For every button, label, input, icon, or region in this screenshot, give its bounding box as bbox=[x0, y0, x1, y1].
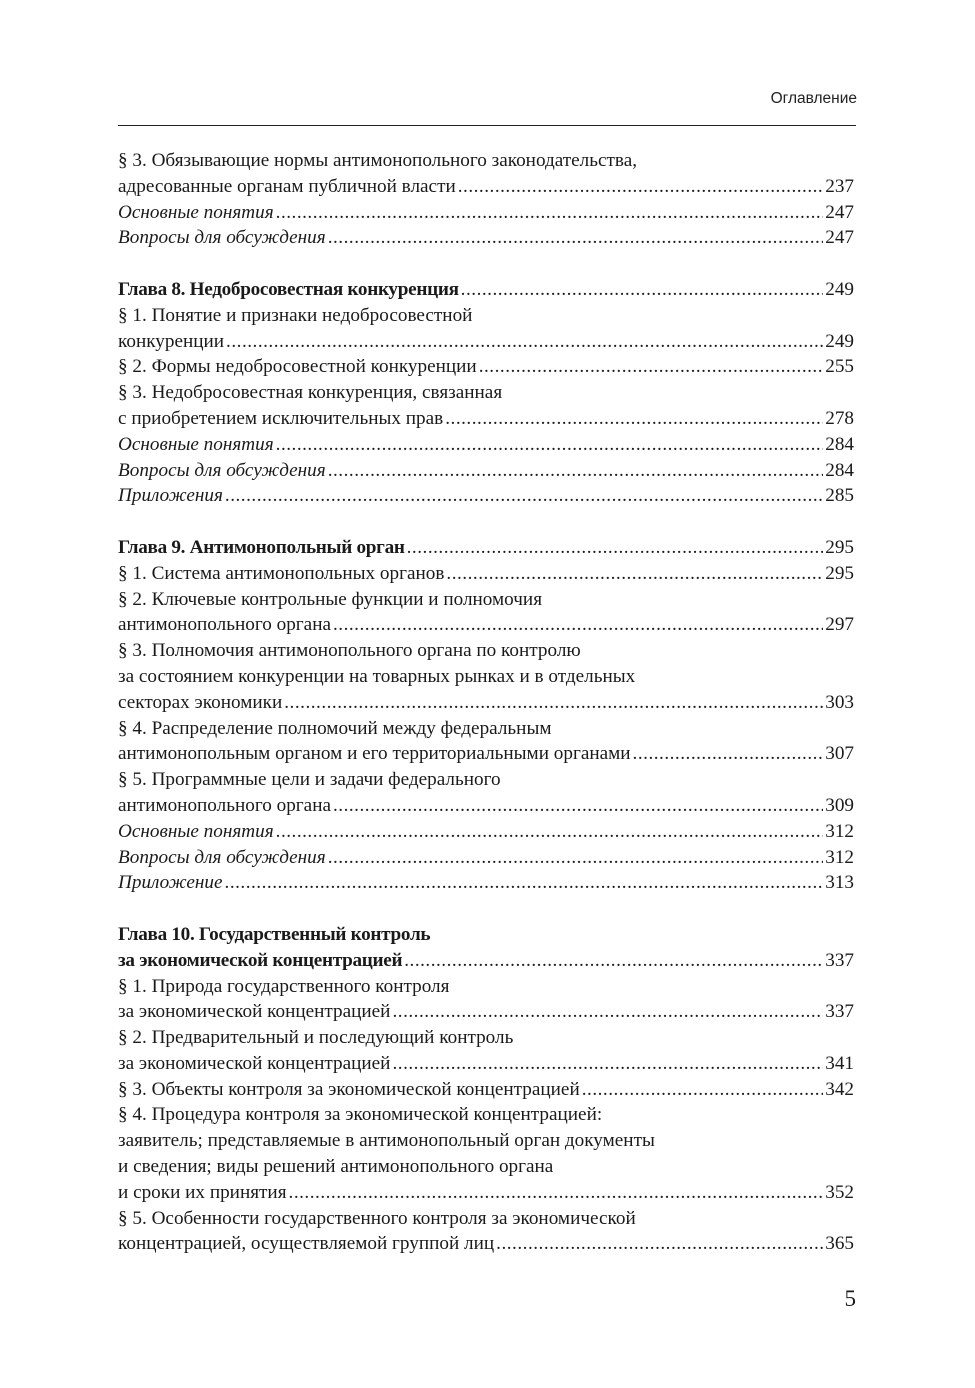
dot-leader bbox=[461, 277, 824, 303]
toc-chapter-entry[interactable] bbox=[118, 535, 854, 561]
toc-section-entry[interactable] bbox=[118, 303, 854, 355]
toc-supplementary-entry[interactable] bbox=[118, 483, 854, 509]
toc-supplementary-entry[interactable] bbox=[118, 200, 854, 226]
toc-entry-text-line: за экономической концентрацией bbox=[118, 1052, 391, 1074]
toc-section-entry[interactable] bbox=[118, 587, 854, 639]
toc-page-number: 295 bbox=[825, 536, 854, 558]
dot-leader bbox=[496, 1231, 823, 1257]
toc-section-entry[interactable] bbox=[118, 1077, 854, 1103]
toc-entry-text-line: секторах экономики bbox=[118, 691, 283, 713]
toc-section-entry[interactable] bbox=[118, 974, 854, 1026]
dot-leader bbox=[633, 741, 824, 767]
toc-entry-text-line: за состоянием конкуренции на товарных рынках и в отдельных bbox=[118, 665, 636, 687]
toc-supplementary-entry[interactable] bbox=[118, 432, 854, 458]
toc-supplementary-entry[interactable] bbox=[118, 819, 854, 845]
toc-page-number: 303 bbox=[825, 691, 854, 713]
toc-page-number: 295 bbox=[825, 562, 854, 584]
toc-page-number: 249 bbox=[825, 278, 854, 300]
toc-entry-text-line: конкуренции bbox=[118, 330, 225, 352]
toc-supplementary-entry[interactable] bbox=[118, 870, 854, 896]
dot-leader bbox=[284, 690, 823, 716]
toc-page-number: 297 bbox=[825, 614, 854, 636]
dot-leader bbox=[226, 329, 823, 355]
dot-leader bbox=[479, 354, 824, 380]
toc-entry-text-line: § 1. Природа государственного контроля bbox=[118, 975, 450, 997]
toc-entry-text-line: § 3. Обязывающие нормы антимонопольного законодательства, bbox=[118, 150, 638, 171]
toc-entry-text-line: концентрацией, осуществляемой группой лиц bbox=[118, 1233, 495, 1255]
toc-entry-text-line: § 2. Формы недобросовестной конкуренции bbox=[118, 356, 477, 378]
toc-page-number: 342 bbox=[825, 1078, 854, 1100]
toc-section-entry[interactable] bbox=[118, 1025, 854, 1077]
header-rule bbox=[118, 125, 856, 126]
dot-leader bbox=[458, 174, 823, 200]
toc-section-entry[interactable] bbox=[118, 561, 854, 587]
dot-leader bbox=[225, 870, 824, 896]
toc-supplementary-entry[interactable] bbox=[118, 845, 854, 871]
dot-leader bbox=[328, 225, 824, 251]
dot-leader bbox=[582, 1077, 824, 1103]
toc-page-number: 309 bbox=[825, 794, 854, 816]
toc-section-entry[interactable] bbox=[118, 716, 854, 768]
dot-leader bbox=[289, 1180, 824, 1206]
toc-page-number: 255 bbox=[825, 356, 854, 378]
toc-page-number: 337 bbox=[825, 949, 854, 971]
toc-entry-text-line: § 5. Особенности государственного контроля за экономической bbox=[118, 1207, 636, 1229]
toc-section-entry[interactable] bbox=[118, 638, 854, 715]
toc-entry-text-line: Глава 10. Государственный контроль bbox=[118, 923, 431, 945]
dot-leader bbox=[333, 612, 823, 638]
dot-leader bbox=[407, 535, 824, 561]
dot-leader bbox=[328, 845, 824, 871]
toc-entry-text-line: антимонопольного органа bbox=[118, 614, 331, 636]
table-of-contents bbox=[118, 148, 854, 1257]
toc-entry-text-line: и сведения; виды решений антимонопольного органа bbox=[118, 1156, 554, 1178]
toc-page-number: 247 bbox=[825, 227, 854, 249]
toc-entry-text-line: Приложения bbox=[118, 485, 223, 507]
toc-entry-text-line: § 5. Программные цели и задачи федерального bbox=[118, 769, 501, 791]
toc-entry-text-line: Основные понятия bbox=[118, 820, 274, 842]
toc-entry-text-line: § 4. Процедура контроля за экономической концентрацией: bbox=[118, 1104, 603, 1126]
toc-page-number: 247 bbox=[825, 201, 854, 223]
toc-entry-text-line: и сроки их принятия bbox=[118, 1181, 287, 1203]
toc-entry-text-line: с приобретением исключительных прав bbox=[118, 407, 444, 429]
dot-leader bbox=[328, 458, 824, 484]
toc-section-entry[interactable] bbox=[118, 148, 854, 200]
dot-leader bbox=[404, 948, 823, 974]
toc-entry-text-line: § 3. Недобросовестная конкуренция, связанная bbox=[118, 382, 503, 404]
toc-entry-text-line: Основные понятия bbox=[118, 201, 274, 223]
toc-entry-text-line: § 3. Объекты контроля за экономической концентрацией bbox=[118, 1078, 580, 1100]
dot-leader bbox=[225, 483, 823, 509]
toc-entry-text-line: Глава 8. Недобросовестная конкуренция bbox=[118, 278, 459, 300]
toc-entry-text-line: антимонопольным органом и его территориальными органами bbox=[118, 743, 631, 765]
toc-page-number: 312 bbox=[825, 846, 854, 868]
toc-entry-text-line: за экономической концентрацией bbox=[118, 949, 403, 971]
toc-entry-text-line: Вопросы для обсуждения bbox=[118, 227, 326, 249]
toc-entry-text-line: § 2. Предварительный и последующий контроль bbox=[118, 1027, 514, 1049]
toc-page-number: 249 bbox=[825, 330, 854, 352]
toc-supplementary-entry[interactable] bbox=[118, 458, 854, 484]
dot-leader bbox=[276, 200, 824, 226]
toc-page-number: 284 bbox=[825, 433, 854, 455]
toc-page-number: 285 bbox=[825, 485, 854, 507]
toc-entry-text-line: § 2. Ключевые контрольные функции и полномочия bbox=[118, 588, 543, 610]
running-head-title: Оглавление bbox=[770, 90, 857, 107]
toc-page-number: 312 bbox=[825, 820, 854, 842]
toc-entry-text-line: Приложение bbox=[118, 872, 223, 894]
toc-page-number: 307 bbox=[825, 743, 854, 765]
dot-leader bbox=[445, 406, 823, 432]
toc-entry-text-line: § 4. Распределение полномочий между федеральным bbox=[118, 717, 552, 739]
dot-leader bbox=[276, 432, 824, 458]
dot-leader bbox=[333, 793, 823, 819]
toc-entry-text-line: Вопросы для обсуждения bbox=[118, 846, 326, 868]
toc-entry-text-line: § 1. Система антимонопольных органов bbox=[118, 562, 445, 584]
dot-leader bbox=[392, 1051, 823, 1077]
toc-page-number: 365 bbox=[825, 1233, 854, 1255]
toc-entry-text-line: адресованные органам публичной власти bbox=[118, 175, 456, 197]
toc-entry-text-line: Вопросы для обсуждения bbox=[118, 459, 326, 481]
toc-entry-text-line: Основные понятия bbox=[118, 433, 274, 455]
toc-entry-text-line: антимонопольного органа bbox=[118, 794, 331, 816]
toc-page-number: 278 bbox=[825, 407, 854, 429]
toc-entry-text-line: за экономической концентрацией bbox=[118, 1001, 391, 1023]
toc-entry-text-line: § 3. Полномочия антимонопольного органа по контролю bbox=[118, 640, 581, 662]
dot-leader bbox=[276, 819, 824, 845]
toc-chapter-entry[interactable] bbox=[118, 277, 854, 303]
toc-page-number: 237 bbox=[825, 175, 854, 197]
toc-page-number: 352 bbox=[825, 1181, 854, 1203]
toc-section-entry[interactable] bbox=[118, 380, 854, 432]
toc-entry-text-line: Глава 9. Антимонопольный орган bbox=[118, 536, 405, 558]
toc-chapter-entry[interactable] bbox=[118, 922, 854, 974]
toc-supplementary-entry[interactable] bbox=[118, 225, 854, 251]
toc-page-number: 337 bbox=[825, 1001, 854, 1023]
toc-section-entry[interactable] bbox=[118, 1206, 854, 1258]
toc-page-number: 341 bbox=[825, 1052, 854, 1074]
toc-entry-text-line: § 1. Понятие и признаки недобросовестной bbox=[118, 304, 473, 326]
dot-leader bbox=[446, 561, 823, 587]
toc-page-number: 313 bbox=[825, 872, 854, 894]
dot-leader bbox=[392, 999, 823, 1025]
toc-section-entry[interactable] bbox=[118, 767, 854, 819]
page-number: 5 bbox=[844, 1286, 856, 1311]
toc-page-number: 284 bbox=[825, 459, 854, 481]
toc-section-entry[interactable] bbox=[118, 1102, 854, 1205]
toc-entry-text-line: заявитель; представляемые в антимонопольный орган документы bbox=[118, 1130, 655, 1152]
toc-section-entry[interactable] bbox=[118, 354, 854, 380]
